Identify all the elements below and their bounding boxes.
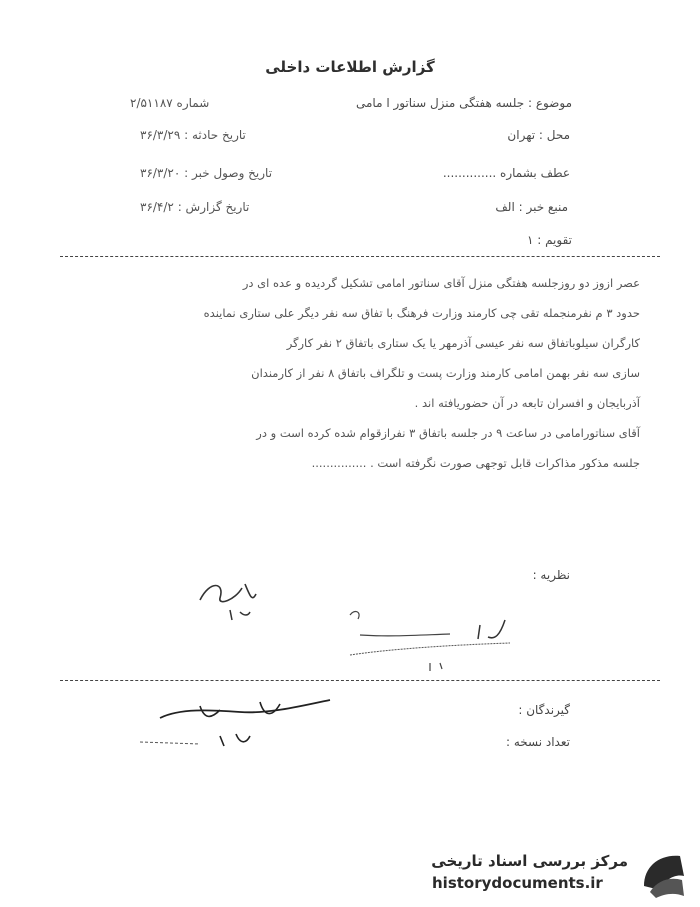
watermark-logo-icon [636,846,692,902]
watermark-name: مرکز بررسی اسناد تاریخی [431,852,628,870]
body-line: سازی سه نفر بهمن امامی کارمند وزارت پست و تلگراف باتفاق ۸ نفر از کارمندان [251,366,640,380]
header-divider [60,256,660,257]
footer-divider [60,680,660,681]
watermark-url: historydocuments.ir [432,874,603,892]
location-field: محل : تهران [507,128,570,142]
evaluation-field: تقویم : ۱ [526,233,572,247]
page-title: گزارش اطلاعات داخلی [265,58,435,76]
source-field: منبع خبر : الف [495,200,568,214]
subject-field: موضوع : جلسه هفتگی منزل سناتور ا مامی [356,96,572,110]
reference-field: عطف بشماره .............. [442,166,570,180]
report-number-field: شماره ۲/۵۱۱۸۷ [130,96,210,110]
body-line: آذربایجان و افسران تابعه در آن حضوریافته اند . [414,396,640,410]
recipients-label: گیرندگان : [518,703,570,717]
opinion-label: نظریه : [532,568,570,582]
receipt-date-field: تاریخ وصول خبر : ۳۶/۳/۲۰ [140,166,273,180]
handwriting-signature-bottom [140,688,360,758]
body-line: جلسه مذکور مذاکرات قابل توجهی صورت نگرفته است . ............... [311,456,640,470]
handwriting-annotation [330,605,550,675]
report-date-field: تاریخ گزارش : ۳۶/۴/۲ [140,200,250,214]
body-line: آقای سناتورامامی در ساعت ۹ در جلسه باتفاق ۳ نفرازقوام شده کرده است و در [256,426,640,440]
report-body [40,268,640,478]
body-line: عصر ازوز دو روزجلسه هفتگی منزل آقای سناتور امامی تشکیل گردیده و عده ای در [242,276,640,290]
body-line: کارگران سیلوباتفاق سه نفر عیسی آذرمهر یا یک ستاری باتفاق ۲ نفر کارگر [286,336,640,350]
incident-date-field: تاریخ حادثه : ۳۶/۳/۲۹ [140,128,246,142]
handwriting-signature-top [190,570,270,630]
copies-label: تعداد نسخه : [505,735,570,749]
body-line: حدود ۳ م نفرمنجمله تقی چی کارمند وزارت فرهنگ با تفاق سه نفر دیگر علی ستاری نماینده [203,306,640,320]
